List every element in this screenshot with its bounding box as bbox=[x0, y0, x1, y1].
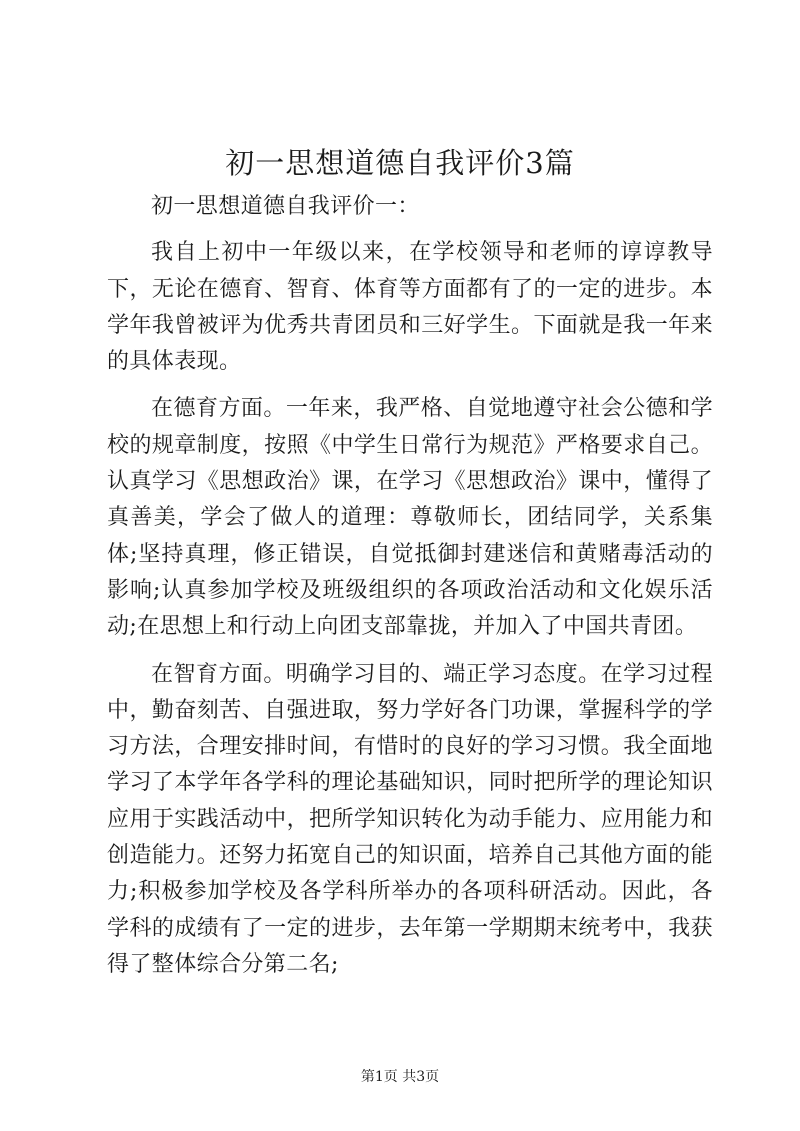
paragraph-moral-education: 在德育方面。一年来，我严格、自觉地遵守社会公德和学校的规章制度，按照《中学生日常行为规范》严格要求自己。认真学习《思想政治》课，在学习《思想政治》课中，懂得了真善美，学会了做人的道理：尊敬师长，团结同学，关系集体;坚持真理，修正错误，自觉抵御封建迷信和黄赌毒活动的影响;认真参加学校及班级组织的各项政治活动和文化娱乐活动;在思想上和行动上向团支部靠拢，并加入了中国共青团。 bbox=[107, 396, 713, 640]
section-heading: 初一思想道德自我评价一： bbox=[151, 194, 420, 219]
paragraph-intellectual-education: 在智育方面。明确学习目的、端正学习态度。在学习过程中，勤奋刻苦、自强进取，努力学好各门功课，掌握科学的学习方法，合理安排时间，有惜时的良好的学习习惯。我全面地学习了本学年各学科的理论基础知识，同时把所学的理论知识应用于实践活动中，把所学知识转化为动手能力、应用能力和创造能力。还努力拓宽自己的知识面，培养自己其他方面的能力;积极参加学校及各学科所举办的各项科研活动。因此，各学科的成绩有了一定的进步，去年第一学期期末统考中，我获得了整体综合分第二名; bbox=[107, 661, 713, 977]
document-body bbox=[107, 189, 713, 983]
page-number: 第1页 共3页 bbox=[360, 1069, 440, 1085]
document-title: 初一思想道德自我评价3篇 bbox=[225, 146, 575, 180]
paragraph-intro: 我自上初中一年级以来，在学校领导和老师的谆谆教导下，无论在德育、智育、体育等方面都有了的一定的进步。本学年我曾被评为优秀共青团员和三好学生。下面就是我一年来的具体表现。 bbox=[107, 240, 713, 375]
